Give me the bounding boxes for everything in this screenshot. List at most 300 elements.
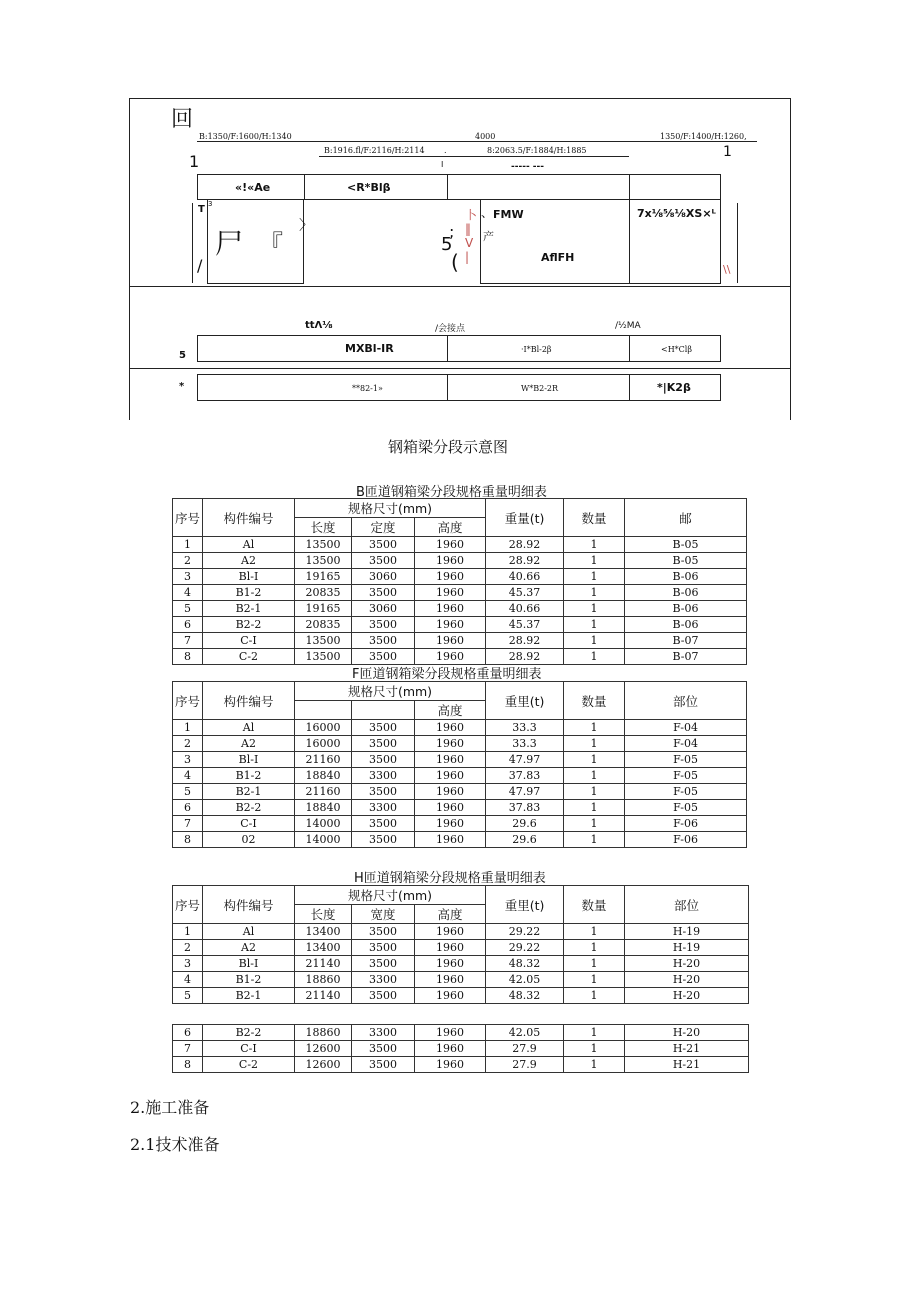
cell-weight: 28.92 xyxy=(486,553,564,569)
cell-code: C-I xyxy=(203,1041,295,1057)
cell-seq: 3 xyxy=(173,569,203,585)
cell-length: 19165 xyxy=(295,569,352,585)
cell-length: 14000 xyxy=(295,816,352,832)
cell-code: C-2 xyxy=(203,649,295,665)
band-tick-right xyxy=(737,203,738,283)
cell-qty: 1 xyxy=(564,832,625,848)
header-hgt: 高度 xyxy=(415,905,486,924)
cell-qty: 1 xyxy=(564,784,625,800)
cell-height: 1960 xyxy=(415,720,486,736)
cell-height: 1960 xyxy=(415,601,486,617)
cell-length: 18860 xyxy=(295,972,352,988)
table-row xyxy=(173,752,747,768)
cell-code: C-I xyxy=(203,633,295,649)
header-part: 邮 xyxy=(625,499,747,537)
cell-length: 18840 xyxy=(295,800,352,816)
cell-code: Al xyxy=(203,924,295,940)
cell-qty: 1 xyxy=(564,768,625,784)
cell-code: Al xyxy=(203,720,295,736)
chevron-mark: 〉 xyxy=(299,218,313,234)
table-b xyxy=(172,498,747,665)
cell-qty: 1 xyxy=(564,720,625,736)
cell-weight: 45.37 xyxy=(486,617,564,633)
cell-length: 21160 xyxy=(295,752,352,768)
cell-length: 12600 xyxy=(295,1057,352,1073)
cell-qty: 1 xyxy=(564,569,625,585)
cell-weight: 48.32 xyxy=(486,988,564,1004)
label-mid-a: ttΛ⅛ xyxy=(305,320,333,331)
cell-seq: 2 xyxy=(173,940,203,956)
cell-width: 3300 xyxy=(352,1025,415,1041)
table-h xyxy=(172,885,749,1004)
header-seq: 序号 xyxy=(173,682,203,720)
header-part: 部位 xyxy=(625,682,747,720)
cell-width: 3060 xyxy=(352,569,415,585)
small-i-mark: I xyxy=(441,160,444,169)
cell-part: B-06 xyxy=(625,585,747,601)
row-mid-num: 5 xyxy=(179,350,186,361)
dim-top-right: 1350/F:1400/H:1260, xyxy=(660,132,747,141)
table-row xyxy=(173,633,747,649)
cell-width: 3060 xyxy=(352,601,415,617)
header-code: 构件编号 xyxy=(203,886,295,924)
label-aflfh: AflFH xyxy=(541,251,575,264)
label-row-mid-c: <H*Clβ xyxy=(661,345,692,354)
cell-part: F-06 xyxy=(625,832,747,848)
cell-code: Bl-I xyxy=(203,752,295,768)
cell-part: H-20 xyxy=(625,1025,749,1041)
cell-part: B-07 xyxy=(625,649,747,665)
cell-code: C-2 xyxy=(203,1057,295,1073)
chan-mark: 产 xyxy=(483,230,494,243)
semicolon-mark: ; xyxy=(449,222,455,241)
cell-seq: 2 xyxy=(173,736,203,752)
cell-weight: 27.9 xyxy=(486,1041,564,1057)
cell-length: 20835 xyxy=(295,617,352,633)
cell-height: 1960 xyxy=(415,784,486,800)
label-fmw: FMW xyxy=(493,208,524,221)
frame-top xyxy=(129,98,791,99)
cell-code: B2-1 xyxy=(203,784,295,800)
header-len: 长度 xyxy=(295,905,352,924)
cell-seq: 1 xyxy=(173,924,203,940)
cell-width: 3300 xyxy=(352,768,415,784)
cell-weight: 29.22 xyxy=(486,924,564,940)
label-row1-right: 7x⅛⅝⅛XS×ᴸ xyxy=(637,207,716,220)
cell-code: B1-2 xyxy=(203,768,295,784)
cell-height: 1960 xyxy=(415,569,486,585)
cell-weight: 29.22 xyxy=(486,940,564,956)
cell-weight: 37.83 xyxy=(486,768,564,784)
cell-seq: 8 xyxy=(173,832,203,848)
frame-lower-divider xyxy=(129,368,791,369)
label-mid-b: /会接点 xyxy=(435,324,466,334)
label-row-bot-c: *|K2β xyxy=(657,381,691,394)
cell-width: 3300 xyxy=(352,800,415,816)
table-row xyxy=(173,924,749,940)
cell-height: 1960 xyxy=(415,752,486,768)
star-mark: * xyxy=(179,381,185,392)
table-h-caption: H匝道钢箱梁分段规格重量明细表 xyxy=(354,871,546,886)
cell-part: H-19 xyxy=(625,940,749,956)
cell-seq: 4 xyxy=(173,585,203,601)
cell-height: 1960 xyxy=(415,585,486,601)
cell-length: 12600 xyxy=(295,1041,352,1057)
header-hgt: 高度 xyxy=(415,518,486,537)
cell-qty: 1 xyxy=(564,956,625,972)
cell-qty: 1 xyxy=(564,633,625,649)
cell-part: H-21 xyxy=(625,1041,749,1057)
cell-length: 16000 xyxy=(295,720,352,736)
cell-width: 3500 xyxy=(352,736,415,752)
header-wid: 定度 xyxy=(352,518,415,537)
cell-height: 1960 xyxy=(415,553,486,569)
cell-seq: 7 xyxy=(173,1041,203,1057)
cell-height: 1960 xyxy=(415,537,486,553)
frame-right xyxy=(790,98,791,420)
cell-part: B-05 xyxy=(625,553,747,569)
cell-qty: 1 xyxy=(564,736,625,752)
cell-seq: 4 xyxy=(173,972,203,988)
cell-width: 3500 xyxy=(352,585,415,601)
cell-part: H-19 xyxy=(625,924,749,940)
cell-weight: 42.05 xyxy=(486,972,564,988)
cell-qty: 1 xyxy=(564,601,625,617)
cell-width: 3500 xyxy=(352,1057,415,1073)
cell-part: H-21 xyxy=(625,1057,749,1073)
cell-length: 14000 xyxy=(295,832,352,848)
header-part: 部位 xyxy=(625,886,749,924)
cell-weight: 37.83 xyxy=(486,800,564,816)
cell-length: 13500 xyxy=(295,649,352,665)
header-qty: 数量 xyxy=(564,499,625,537)
cell-height: 1960 xyxy=(415,832,486,848)
cell-weight: 28.92 xyxy=(486,649,564,665)
cell-part: F-05 xyxy=(625,800,747,816)
cell-width: 3500 xyxy=(352,537,415,553)
cell-part: F-04 xyxy=(625,720,747,736)
cell-part: H-20 xyxy=(625,972,749,988)
dash-mark: ----- --- xyxy=(511,162,545,172)
header-qty: 数量 xyxy=(564,886,625,924)
cell-height: 1960 xyxy=(415,736,486,752)
cell-width: 3500 xyxy=(352,816,415,832)
cell-width: 3500 xyxy=(352,988,415,1004)
cell-seq: 6 xyxy=(173,1025,203,1041)
dim-second-dot: . xyxy=(444,146,447,155)
cell-length: 21140 xyxy=(295,956,352,972)
cell-weight: 40.66 xyxy=(486,601,564,617)
cell-weight: 29.6 xyxy=(486,816,564,832)
cell-length: 13500 xyxy=(295,633,352,649)
cell-height: 1960 xyxy=(415,816,486,832)
cell-width: 3500 xyxy=(352,752,415,768)
red-glyphs: 卜 ‖ V | xyxy=(465,208,478,264)
paren-mark: ( xyxy=(451,250,459,274)
cell-code: B2-2 xyxy=(203,800,295,816)
cell-width: 3500 xyxy=(352,924,415,940)
cell-width: 3500 xyxy=(352,956,415,972)
cell-length: 13500 xyxy=(295,537,352,553)
cell-seq: 5 xyxy=(173,601,203,617)
cell-qty: 1 xyxy=(564,816,625,832)
table-h-continued xyxy=(172,1024,749,1073)
cell-qty: 1 xyxy=(564,617,625,633)
label-mid-c: /½MA xyxy=(615,321,641,331)
cell-qty: 1 xyxy=(564,649,625,665)
header-len xyxy=(295,701,352,720)
cell-height: 1960 xyxy=(415,768,486,784)
mark-1-left: 1 xyxy=(189,152,200,171)
header-hgt: 高度 xyxy=(415,701,486,720)
header-seq: 序号 xyxy=(173,886,203,924)
cell-width: 3500 xyxy=(352,633,415,649)
segment-diagram xyxy=(129,98,791,420)
table-row xyxy=(173,800,747,816)
cell-qty: 1 xyxy=(564,585,625,601)
cell-part: B-05 xyxy=(625,537,747,553)
cell-length: 21160 xyxy=(295,784,352,800)
cell-length: 20835 xyxy=(295,585,352,601)
cell-seq: 7 xyxy=(173,816,203,832)
cell-qty: 1 xyxy=(564,537,625,553)
cell-length: 18840 xyxy=(295,768,352,784)
frame-left xyxy=(129,98,130,420)
cell-part: F-04 xyxy=(625,736,747,752)
cell-part: B-06 xyxy=(625,569,747,585)
cell-code: C-I xyxy=(203,816,295,832)
cell-seq: 6 xyxy=(173,617,203,633)
cell-weight: 33.3 xyxy=(486,720,564,736)
cell-qty: 1 xyxy=(564,1041,625,1057)
table-b-caption: B匝道钢箱梁分段规格重量明细表 xyxy=(356,485,547,500)
cell-seq: 3 xyxy=(173,752,203,768)
table-row xyxy=(173,617,747,633)
cell-seq: 1 xyxy=(173,720,203,736)
table-row xyxy=(173,940,749,956)
table-row xyxy=(173,972,749,988)
cell-height: 1960 xyxy=(415,956,486,972)
table-row xyxy=(173,1057,749,1073)
cell-seq: 2 xyxy=(173,553,203,569)
header-qty: 数量 xyxy=(564,682,625,720)
table-row xyxy=(173,601,747,617)
cell-qty: 1 xyxy=(564,752,625,768)
dim-top-mid: 4000 xyxy=(475,132,496,141)
cell-qty: 1 xyxy=(564,1025,625,1041)
table-row xyxy=(173,784,747,800)
cell-length: 13400 xyxy=(295,924,352,940)
cell-weight: 47.97 xyxy=(486,784,564,800)
t-mark: T xyxy=(198,204,205,215)
table-row xyxy=(173,553,747,569)
table-f-caption: F匝道钢箱梁分段规格重量明细表 xyxy=(352,667,542,682)
cell-weight: 48.32 xyxy=(486,956,564,972)
table-row xyxy=(173,537,747,553)
table-row xyxy=(173,569,747,585)
cell-part: B-07 xyxy=(625,633,747,649)
red-bars: \\ xyxy=(723,263,731,276)
cell-part: F-05 xyxy=(625,768,747,784)
cell-weight: 27.9 xyxy=(486,1057,564,1073)
cell-weight: 28.92 xyxy=(486,633,564,649)
box-row1-c xyxy=(447,174,630,200)
label-row-bot-b: W*B2-2R xyxy=(521,384,559,393)
cell-qty: 1 xyxy=(564,553,625,569)
cell-code: A2 xyxy=(203,553,295,569)
cell-code: 02 xyxy=(203,832,295,848)
cell-height: 1960 xyxy=(415,940,486,956)
cell-seq: 5 xyxy=(173,784,203,800)
cell-length: 16000 xyxy=(295,736,352,752)
cell-seq: 7 xyxy=(173,633,203,649)
diagram-title: 钢箱梁分段示意图 xyxy=(388,438,509,456)
header-weight: 重里(t) xyxy=(486,886,564,924)
cell-code: B1-2 xyxy=(203,585,295,601)
cell-width: 3500 xyxy=(352,784,415,800)
dim-second-left: B:1916.fl/F:2116/H:2114 xyxy=(324,146,425,155)
table-row xyxy=(173,736,747,752)
header-spec: 规格尺寸(mm) xyxy=(295,682,486,701)
cell-code: Bl-I xyxy=(203,956,295,972)
cell-qty: 1 xyxy=(564,972,625,988)
label-row1-b: <R*Blβ xyxy=(347,181,391,194)
cell-qty: 1 xyxy=(564,1057,625,1073)
label-row-mid-a: MXBl-IR xyxy=(345,342,394,355)
cell-weight: 42.05 xyxy=(486,1025,564,1041)
cell-weight: 29.6 xyxy=(486,832,564,848)
cell-part: F-05 xyxy=(625,784,747,800)
cell-height: 1960 xyxy=(415,800,486,816)
cell-width: 3300 xyxy=(352,972,415,988)
cell-width: 3500 xyxy=(352,649,415,665)
header-wid: 宽度 xyxy=(352,905,415,924)
cell-code: Al xyxy=(203,537,295,553)
cell-weight: 33.3 xyxy=(486,736,564,752)
cell-length: 21140 xyxy=(295,988,352,1004)
table-row xyxy=(173,768,747,784)
cell-height: 1960 xyxy=(415,1041,486,1057)
cell-height: 1960 xyxy=(415,972,486,988)
header-code: 构件编号 xyxy=(203,682,295,720)
cell-part: F-05 xyxy=(625,752,747,768)
header-seq: 序号 xyxy=(173,499,203,537)
cell-height: 1960 xyxy=(415,633,486,649)
cell-code: A2 xyxy=(203,736,295,752)
cell-qty: 1 xyxy=(564,940,625,956)
cell-height: 1960 xyxy=(415,1057,486,1073)
cell-code: Bl-I xyxy=(203,569,295,585)
cell-seq: 5 xyxy=(173,988,203,1004)
cell-code: B2-2 xyxy=(203,1025,295,1041)
cell-width: 3500 xyxy=(352,617,415,633)
table-row xyxy=(173,720,747,736)
cell-code: B2-2 xyxy=(203,617,295,633)
header-spec: 规格尺寸(mm) xyxy=(295,499,486,518)
header-code: 构件编号 xyxy=(203,499,295,537)
cell-weight: 47.97 xyxy=(486,752,564,768)
cell-width: 3500 xyxy=(352,832,415,848)
dimension-line-2 xyxy=(319,156,629,157)
header-weight: 重量(t) xyxy=(486,499,564,537)
header-wid xyxy=(352,701,415,720)
cell-height: 1960 xyxy=(415,1025,486,1041)
cell-code: B1-2 xyxy=(203,972,295,988)
table-row xyxy=(173,1025,749,1041)
cell-length: 13500 xyxy=(295,553,352,569)
cell-height: 1960 xyxy=(415,617,486,633)
box-row1-d xyxy=(629,174,721,200)
cell-seq: 8 xyxy=(173,1057,203,1073)
cell-height: 1960 xyxy=(415,649,486,665)
cell-height: 1960 xyxy=(415,924,486,940)
cell-seq: 6 xyxy=(173,800,203,816)
dim-top-left: B:1350/F:1600/H:1340 xyxy=(199,132,292,141)
table-row xyxy=(173,988,749,1004)
cell-code: B2-1 xyxy=(203,601,295,617)
band-tick-left xyxy=(192,203,193,283)
cell-width: 3500 xyxy=(352,940,415,956)
dian-mark: 、 xyxy=(481,206,494,220)
cell-part: B-06 xyxy=(625,617,747,633)
dim-second-right: 8:2063.5/F:1884/H:1885 xyxy=(487,146,587,155)
cell-seq: 3 xyxy=(173,956,203,972)
table-row xyxy=(173,1041,749,1057)
section-heading-construction-prep: 2.施工准备 xyxy=(130,1098,210,1117)
table-row xyxy=(173,832,747,848)
cell-seq: 1 xyxy=(173,537,203,553)
cell-weight: 28.92 xyxy=(486,537,564,553)
glyph-hu: 尸 xyxy=(215,227,244,260)
table-f xyxy=(172,681,747,848)
cell-qty: 1 xyxy=(564,800,625,816)
glyph-bracket: 『 xyxy=(259,230,283,258)
table-row xyxy=(173,585,747,601)
top-left-glyph: 回 xyxy=(171,107,194,132)
cell-part: H-20 xyxy=(625,956,749,972)
label-row1-a: «!«Ae xyxy=(235,181,271,194)
section-heading-technical-prep: 2.1技术准备 xyxy=(130,1135,220,1154)
five-big: 5 xyxy=(441,234,453,255)
cell-length: 19165 xyxy=(295,601,352,617)
cell-part: B-06 xyxy=(625,601,747,617)
cell-height: 1960 xyxy=(415,988,486,1004)
cell-width: 3500 xyxy=(352,720,415,736)
label-row-bot-a: **82-1» xyxy=(352,384,383,393)
t-superscript: 3 xyxy=(208,200,213,208)
header-len: 长度 xyxy=(295,518,352,537)
table-row xyxy=(173,816,747,832)
cell-code: B2-1 xyxy=(203,988,295,1004)
cell-length: 18860 xyxy=(295,1025,352,1041)
dimension-line xyxy=(197,141,757,142)
header-spec: 规格尺寸(mm) xyxy=(295,886,486,905)
cell-code: A2 xyxy=(203,940,295,956)
cell-qty: 1 xyxy=(564,924,625,940)
mark-1-right: 1 xyxy=(723,144,732,160)
cell-width: 3500 xyxy=(352,1041,415,1057)
cell-seq: 8 xyxy=(173,649,203,665)
label-row-mid-b: ·I*Bl-2β xyxy=(521,345,552,354)
cell-weight: 40.66 xyxy=(486,569,564,585)
box-row-mid-a xyxy=(197,335,448,362)
cell-part: F-06 xyxy=(625,816,747,832)
cell-width: 3500 xyxy=(352,553,415,569)
cell-qty: 1 xyxy=(564,988,625,1004)
cell-weight: 45.37 xyxy=(486,585,564,601)
header-weight: 重里(t) xyxy=(486,682,564,720)
cell-part: H-20 xyxy=(625,988,749,1004)
